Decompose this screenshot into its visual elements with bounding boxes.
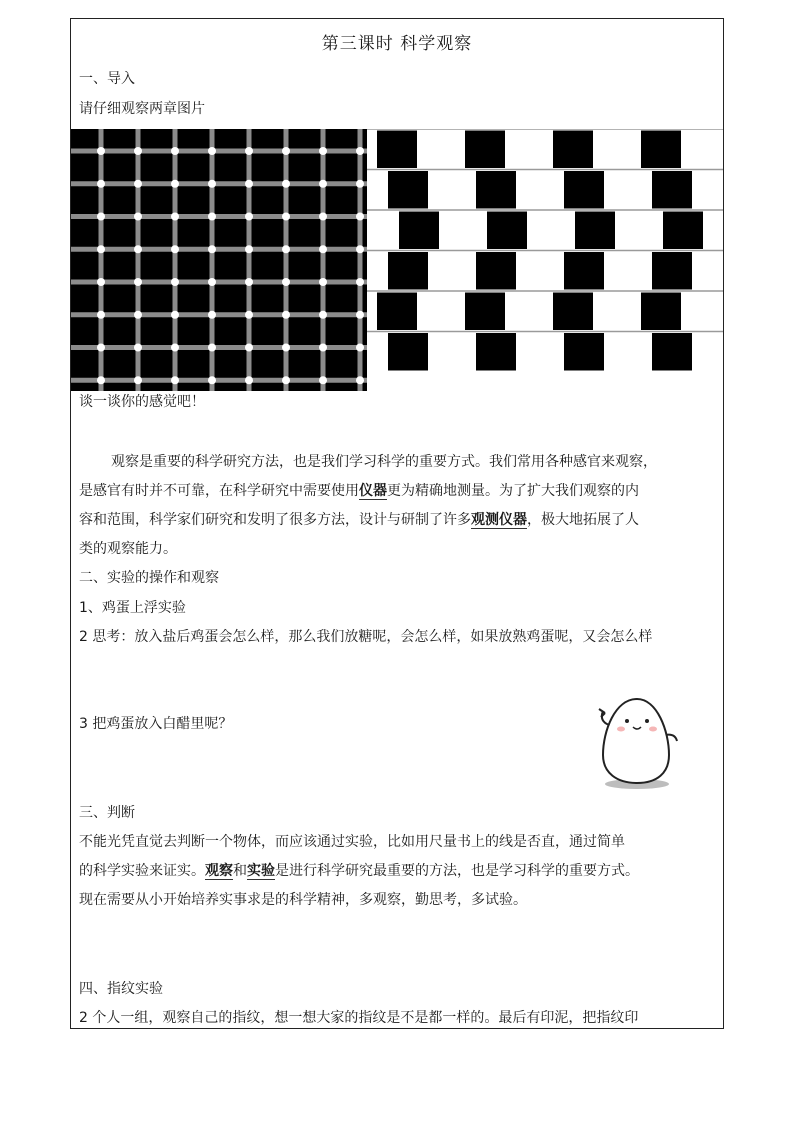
cafe-tile [663, 212, 703, 250]
grid-dot [171, 344, 179, 352]
cafe-tile [388, 333, 428, 371]
mortar-line [367, 331, 723, 333]
cafe-tile [465, 131, 505, 169]
cafe-tile [652, 333, 692, 371]
grid-illusion-image [71, 129, 367, 391]
cafe-tile [476, 171, 516, 209]
grid-dot [171, 376, 179, 384]
grid-line [321, 129, 326, 391]
paragraph-line: 2 个人一组，观察自己的指纹，想一想大家的指纹是不是都一样的。最后有印泥，把指纹印 [79, 1010, 639, 1026]
grid-dot [97, 376, 105, 384]
cafe-tile [476, 333, 516, 371]
cafe-tile [553, 131, 593, 169]
section-2-heading: 二、实验的操作和观察 [79, 570, 219, 586]
grid-dot [171, 147, 179, 155]
page-title: 第三课时 科学观察 [321, 34, 473, 54]
paragraph-line: 观察是重要的科学研究方法，也是我们学习科学的重要方式。我们常用各种感官来观察， [111, 454, 657, 470]
grid-dot [356, 180, 364, 188]
grid-dot [208, 376, 216, 384]
grid-dot [282, 344, 290, 352]
experiment-item-2: 2 思考：放入盐后鸡蛋会怎么样，那么我们放糖呢，会怎么样，如果放熟鸡蛋呢，又会怎么样 [79, 629, 653, 645]
grid-dot [356, 376, 364, 384]
cafe-tile [652, 252, 692, 290]
worksheet-frame [70, 18, 724, 1029]
grid-line [247, 129, 252, 391]
grid-dot [356, 245, 364, 253]
grid-line [99, 129, 104, 391]
grid-dot [97, 245, 105, 253]
grid-dot [97, 278, 105, 286]
grid-dot [134, 311, 142, 319]
paragraph-line: 容和范围，科学家们研究和发明了很多方法，设计与研制了许多观测仪器，极大地拓展了人 [79, 512, 639, 528]
grid-dot [134, 344, 142, 352]
grid-dot [208, 278, 216, 286]
grid-dot [319, 376, 327, 384]
grid-dot [97, 311, 105, 319]
egg-mascot-icon [595, 691, 683, 791]
cafe-tile [388, 252, 428, 290]
grid-dot [282, 311, 290, 319]
cafe-wall-illusion-image [367, 129, 723, 372]
grid-dot [245, 245, 253, 253]
grid-line [358, 129, 363, 391]
mortar-line [367, 209, 723, 211]
cafe-tile [652, 171, 692, 209]
grid-dot [134, 147, 142, 155]
cafe-tile [575, 212, 615, 250]
grid-dot [245, 147, 253, 155]
grid-dot [134, 245, 142, 253]
grid-dot [97, 180, 105, 188]
grid-dot [171, 180, 179, 188]
cafe-tile [465, 293, 505, 331]
grid-dot [97, 213, 105, 221]
grid-line [284, 129, 289, 391]
grid-dot [319, 147, 327, 155]
grid-dot [134, 376, 142, 384]
paragraph-line: 不能光凭直觉去判断一个物体，而应该通过实验，比如用尺量书上的线是否直，通过简单 [79, 834, 625, 850]
grid-dot [208, 311, 216, 319]
grid-dot [171, 278, 179, 286]
grid-dot [319, 311, 327, 319]
cafe-tile [564, 252, 604, 290]
grid-dot [245, 278, 253, 286]
cafe-tile [377, 293, 417, 331]
grid-dot [282, 245, 290, 253]
keyword-experiment: 实验 [247, 863, 275, 879]
grid-dot [245, 376, 253, 384]
grid-dot [171, 311, 179, 319]
cafe-tile [564, 333, 604, 371]
grid-dot [282, 213, 290, 221]
grid-dot [282, 278, 290, 286]
grid-dot [282, 376, 290, 384]
cafe-tile [377, 131, 417, 169]
grid-dot [356, 213, 364, 221]
grid-dot [208, 213, 216, 221]
cafe-tile [564, 171, 604, 209]
discussion-prompt: 谈一谈你的感觉吧！ [79, 394, 205, 410]
grid-dot [134, 180, 142, 188]
grid-dot [208, 344, 216, 352]
grid-dot [282, 147, 290, 155]
cafe-tile [476, 252, 516, 290]
grid-dot [208, 180, 216, 188]
keyword-instrument: 仪器 [359, 483, 387, 499]
cafe-tile [641, 131, 681, 169]
cafe-tile [487, 212, 527, 250]
experiment-item-3: 3 把鸡蛋放入白醋里呢？ [79, 716, 233, 732]
section-1-heading: 一、导入 [79, 71, 135, 87]
grid-dot [245, 180, 253, 188]
grid-dot [319, 180, 327, 188]
grid-dot [245, 344, 253, 352]
grid-dot [319, 278, 327, 286]
cafe-tile [399, 212, 439, 250]
grid-dot [356, 311, 364, 319]
paragraph-line: 是感官有时并不可靠，在科学研究中需要使用仪器更为精确地测量。为了扩大我们观察的内 [79, 483, 639, 499]
grid-dot [97, 147, 105, 155]
cafe-tile [553, 293, 593, 331]
cafe-tile [641, 293, 681, 331]
grid-line [173, 129, 178, 391]
mortar-line [367, 290, 723, 292]
keyword-observation: 观察 [205, 863, 233, 879]
grid-dot [319, 344, 327, 352]
grid-dot [171, 245, 179, 253]
section-4-heading: 四、指纹实验 [79, 981, 163, 997]
grid-dot [134, 278, 142, 286]
grid-dot [356, 278, 364, 286]
keyword-observation-instrument: 观测仪器 [471, 512, 527, 528]
cafe-tile [388, 171, 428, 209]
grid-dot [97, 344, 105, 352]
experiment-item-1: 1、鸡蛋上浮实验 [79, 600, 186, 616]
paragraph-line: 的科学实验来证实。观察和实验是进行科学研究最重要的方法，也是学习科学的重要方式。 [79, 863, 639, 879]
section-1-prompt: 请仔细观察两章图片 [79, 101, 205, 117]
mortar-line [367, 169, 723, 171]
grid-line [136, 129, 141, 391]
grid-dot [282, 180, 290, 188]
grid-line [210, 129, 215, 391]
grid-dot [356, 147, 364, 155]
paragraph-line: 类的观察能力。 [79, 541, 177, 557]
mortar-line [367, 129, 723, 130]
grid-dot [245, 213, 253, 221]
grid-dot [208, 245, 216, 253]
grid-dot [319, 213, 327, 221]
grid-dot [356, 344, 364, 352]
grid-dot [245, 311, 253, 319]
grid-dot [171, 213, 179, 221]
grid-dot [134, 213, 142, 221]
grid-dot [319, 245, 327, 253]
grid-dot [208, 147, 216, 155]
mortar-line [367, 250, 723, 252]
paragraph-line: 现在需要从小开始培养实事求是的科学精神，多观察，勤思考，多试验。 [79, 892, 527, 908]
section-3-heading: 三、判断 [79, 805, 135, 821]
